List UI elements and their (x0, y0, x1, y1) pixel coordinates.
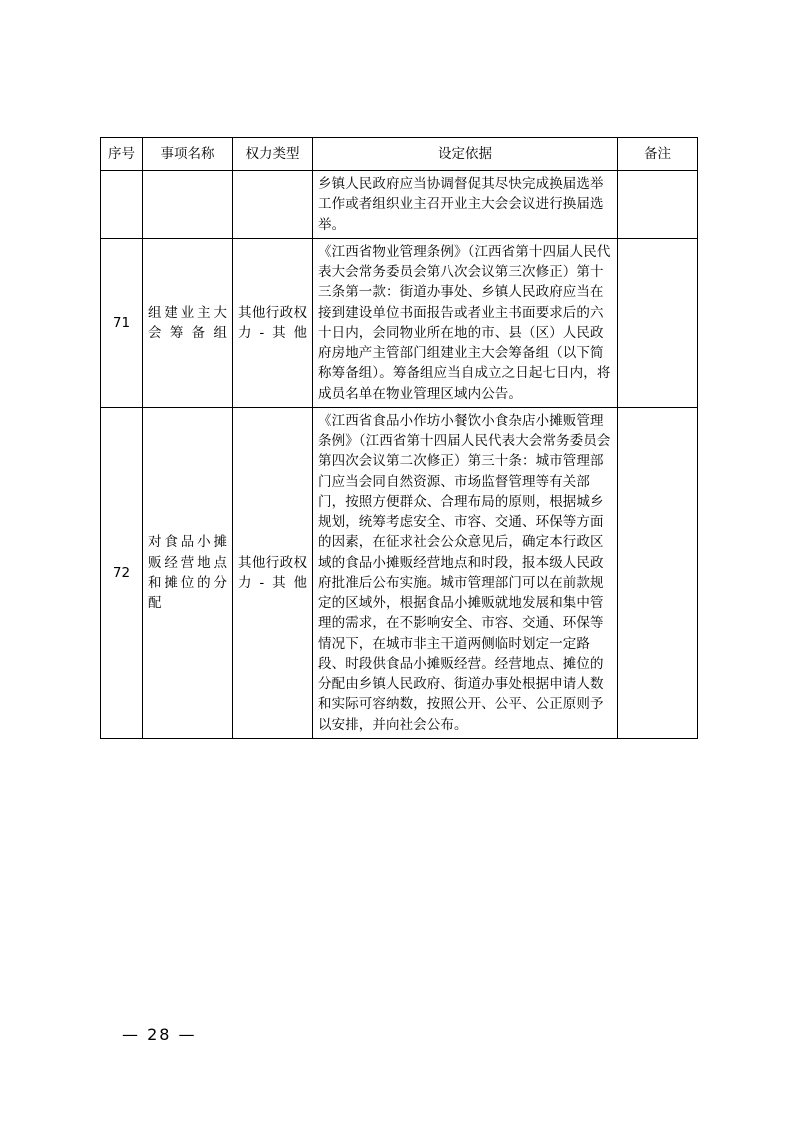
cell-seq: 71 (101, 238, 143, 407)
header-basis: 设定依据 (313, 138, 618, 171)
table-row (101, 407, 698, 738)
cell-type (233, 171, 313, 239)
cell-basis: 乡镇人民政府应当协调督促其尽快完成换届选举工作或者组织业主召开业主大会会议进行换届选举。 (313, 171, 618, 239)
cell-seq: 72 (101, 407, 143, 738)
table-row (101, 171, 698, 239)
cell-basis: 《江西省物业管理条例》（江西省第十四届人民代表大会常务委员会第八次会议第三次修正）第十三条第一款：街道办事处、乡镇人民政府应当在接到建设单位书面报告或者业主书面要求后的六十日内，会同物业所在地的市、县（区）人民政府房地产主管部门组建业主大会筹备组（以下简称筹备组）。筹备组应当自成立之日起七日内，将成员名单在物业管理区域内公告。 (313, 238, 618, 407)
cell-remark (618, 238, 698, 407)
cell-basis: 《江西省食品小作坊小餐饮小食杂店小摊贩管理条例》（江西省第十四届人民代表大会常务委员会第四次会议第二次修正）第三十条：城市管理部门应当会同自然资源、市场监督管理等有关部门，按照方便群众、合理布局的原则，根据城乡规划，统筹考虑安全、市容、交通、环保等方面的因素，在征求社会公众意见后，确定本行政区域的食品小摊贩经营地点和时段，报本级人民政府批准后公布实施。城市管理部门可以在前款规定的区域外，根据食品小摊贩就地发展和集中管理的需求，在不影响安全、市容、交通、环保等情况下，在城市非主干道两侧临时划定一定路段、时段供食品小摊贩经营。经营地点、摊位的分配由乡镇人民政府、街道办事处根据申请人数和实际可容纳数，按照公开、公平、公正原则予以安排，并向社会公布。 (313, 407, 618, 738)
cell-name: 组建业主大会筹备组 (143, 238, 233, 407)
header-seq: 序号 (101, 138, 143, 171)
cell-remark (618, 171, 698, 239)
cell-seq (101, 171, 143, 239)
table-row (101, 238, 698, 407)
cell-remark (618, 407, 698, 738)
cell-type: 其他行政权力-其他 (233, 238, 313, 407)
header-name: 事项名称 (143, 138, 233, 171)
table-header-row (101, 138, 698, 171)
header-type: 权力类型 (233, 138, 313, 171)
header-remark: 备注 (618, 138, 698, 171)
cell-name: 对食品小摊贩经营地点和摊位的分配 (143, 407, 233, 738)
cell-name (143, 171, 233, 239)
page-number: — 28 — (122, 1025, 197, 1044)
power-list-table (100, 137, 698, 739)
cell-type: 其他行政权力-其他 (233, 407, 313, 738)
